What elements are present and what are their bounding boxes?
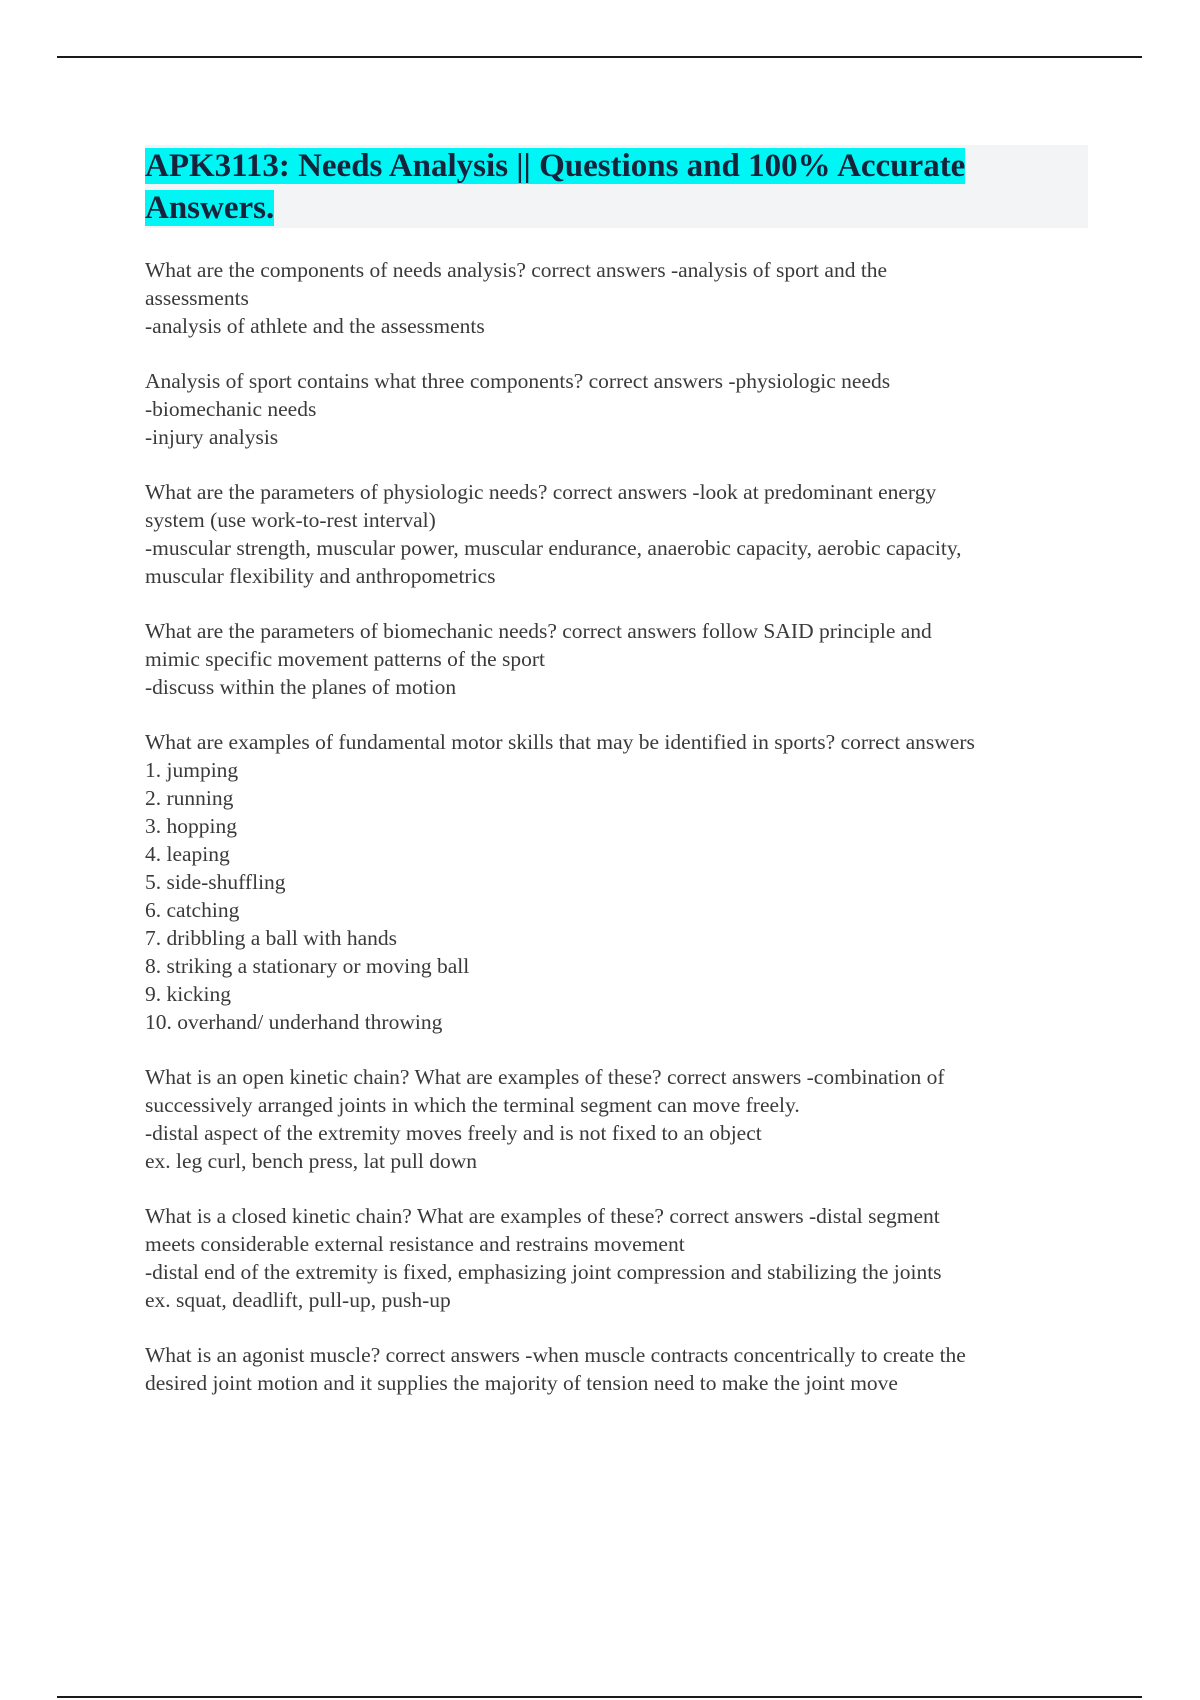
qa-item (145, 367, 1095, 451)
qa-line: mimic specific movement patterns of the sport (145, 647, 546, 671)
qa-line: 4. leaping (145, 842, 230, 866)
qa-line: What are examples of fundamental motor skills that may be identified in sports? correct answers (145, 730, 975, 754)
title-line-2: Answers. (145, 190, 275, 226)
qa-item (145, 1341, 1095, 1397)
qa-line: 3. hopping (145, 814, 237, 838)
qa-line: 5. side-shuffling (145, 870, 286, 894)
qa-line: 9. kicking (145, 982, 231, 1006)
qa-line: 7. dribbling a ball with hands (145, 926, 397, 950)
document-title (145, 145, 1088, 229)
qa-line: system (use work-to-rest interval) (145, 508, 436, 532)
bottom-rule (57, 1696, 1142, 1698)
qa-line: -analysis of athlete and the assessments (145, 314, 485, 338)
qa-line: -discuss within the planes of motion (145, 675, 457, 699)
qa-line: 8. striking a stationary or moving ball (145, 954, 470, 978)
qa-line: -distal aspect of the extremity moves freely and is not fixed to an object (145, 1121, 762, 1145)
qa-line: What is an agonist muscle? correct answers -when muscle contracts concentrically to create the (145, 1343, 966, 1367)
qa-line: 1. jumping (145, 758, 239, 782)
qa-item (145, 1063, 1095, 1175)
qa-line: 10. overhand/ underhand throwing (145, 1010, 443, 1034)
qa-item (145, 617, 1095, 701)
qa-line: What is a closed kinetic chain? What are examples of these? correct answers -distal segment (145, 1204, 940, 1228)
qa-item (145, 478, 1095, 590)
qa-line: -muscular strength, muscular power, muscular endurance, anaerobic capacity, aerobic capacity, (145, 536, 962, 560)
qa-line: 6. catching (145, 898, 240, 922)
qa-line: 2. running (145, 786, 234, 810)
qa-line: meets considerable external resistance and restrains movement (145, 1232, 685, 1256)
qa-line: What are the parameters of biomechanic needs? correct answers follow SAID principle and (145, 619, 932, 643)
top-rule (57, 56, 1142, 58)
qa-item (145, 1202, 1095, 1314)
qa-line: muscular flexibility and anthropometrics (145, 564, 496, 588)
qa-line: assessments (145, 286, 249, 310)
qa-line: -distal end of the extremity is fixed, emphasizing joint compression and stabilizing the joints (145, 1260, 942, 1284)
qa-item (145, 256, 1095, 340)
qa-line: ex. squat, deadlift, pull-up, push-up (145, 1288, 451, 1312)
qa-line: desired joint motion and it supplies the majority of tension need to make the joint move (145, 1371, 898, 1395)
qa-line: -injury analysis (145, 425, 279, 449)
qa-line: What is an open kinetic chain? What are examples of these? correct answers -combination of (145, 1065, 945, 1089)
qa-line: -biomechanic needs (145, 397, 317, 421)
qa-list (145, 256, 1095, 1424)
qa-line: ex. leg curl, bench press, lat pull down (145, 1149, 477, 1173)
qa-line: successively arranged joints in which the terminal segment can move freely. (145, 1093, 800, 1117)
qa-line: What are the parameters of physiologic needs? correct answers -look at predominant energy (145, 480, 937, 504)
qa-item (145, 728, 1095, 1036)
qa-line: What are the components of needs analysis? correct answers -analysis of sport and the (145, 258, 888, 282)
qa-line: Analysis of sport contains what three components? correct answers -physiologic needs (145, 369, 891, 393)
title-block (145, 145, 1088, 228)
title-line-1: APK3113: Needs Analysis || Questions and 100% Accurate (145, 148, 966, 184)
